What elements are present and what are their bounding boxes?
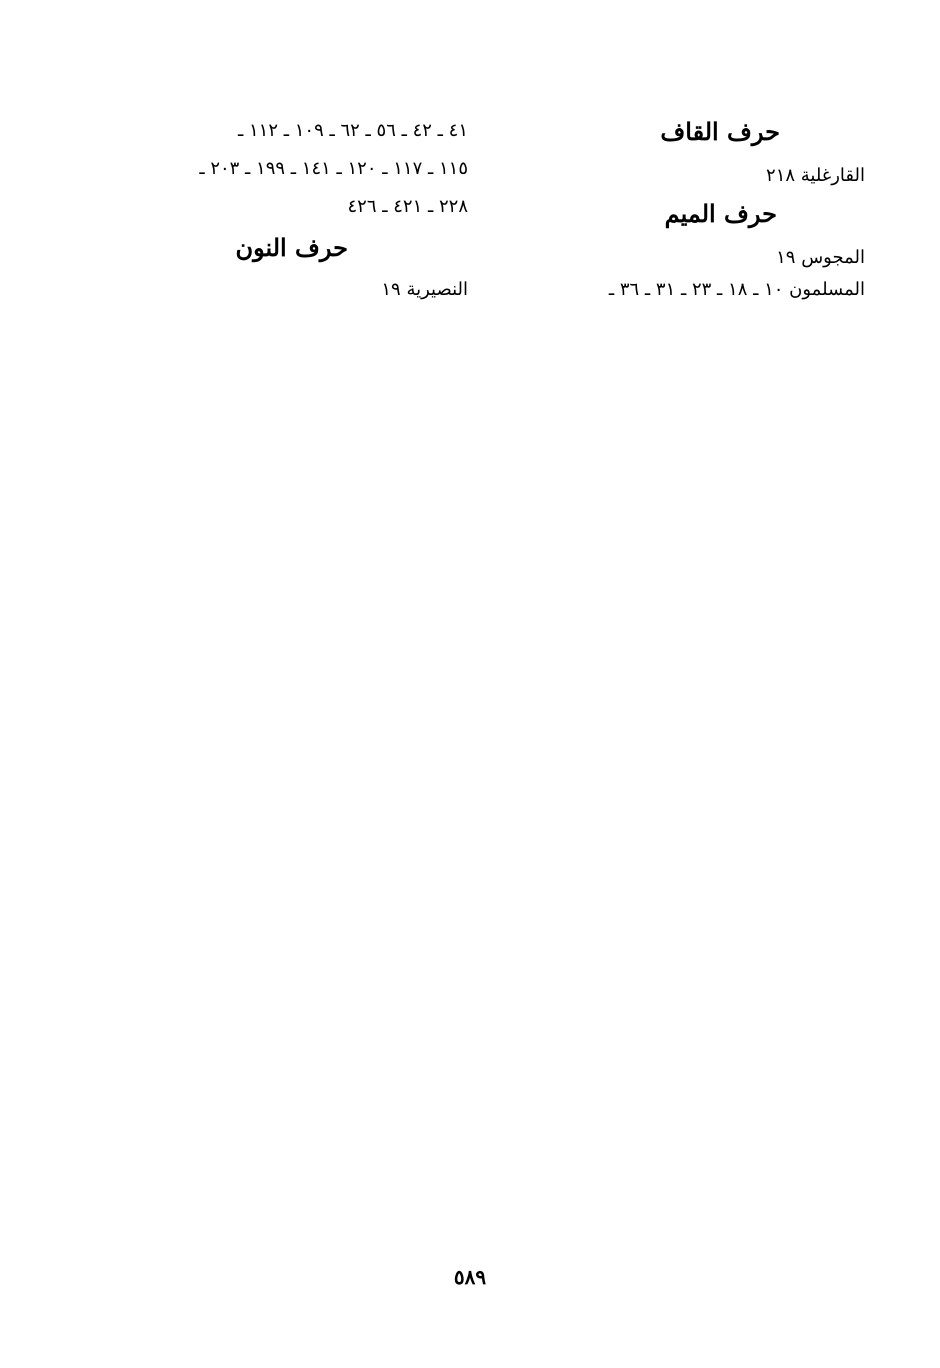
right-column bbox=[505, 112, 865, 306]
index-entry-qarghaliya: القارغلية ٢١٨ bbox=[766, 165, 865, 186]
index-entry-nusayriya: النصيرية ١٩ bbox=[381, 279, 468, 300]
page-refs-line-2: ١١٥ ـ ١١٧ ـ ١٢٠ ـ ١٤١ ـ ١٩٩ ـ ٢٠٣ ـ bbox=[199, 158, 468, 179]
page-refs-line-1: ٤١ ـ ٤٢ ـ ٥٦ ـ ٦٢ ـ ١٠٩ ـ ١١٢ ـ bbox=[238, 120, 468, 141]
section-heading-nun: حرف النون bbox=[235, 233, 348, 262]
page-number: ٥٨٩ bbox=[453, 1265, 487, 1289]
section-heading-mim: حرف الميم bbox=[664, 199, 777, 228]
page-refs-line-3: ٢٢٨ ـ ٤٢١ ـ ٤٢٦ bbox=[347, 196, 468, 217]
index-entry-muslimun: المسلمون ١٠ ـ ١٨ ـ ٢٣ ـ ٣١ ـ ٣٦ ـ bbox=[608, 279, 865, 300]
index-entry-majus: المجوس ١٩ bbox=[776, 247, 865, 268]
left-column bbox=[100, 112, 468, 306]
section-heading-qaf: حرف القاف bbox=[660, 117, 780, 146]
